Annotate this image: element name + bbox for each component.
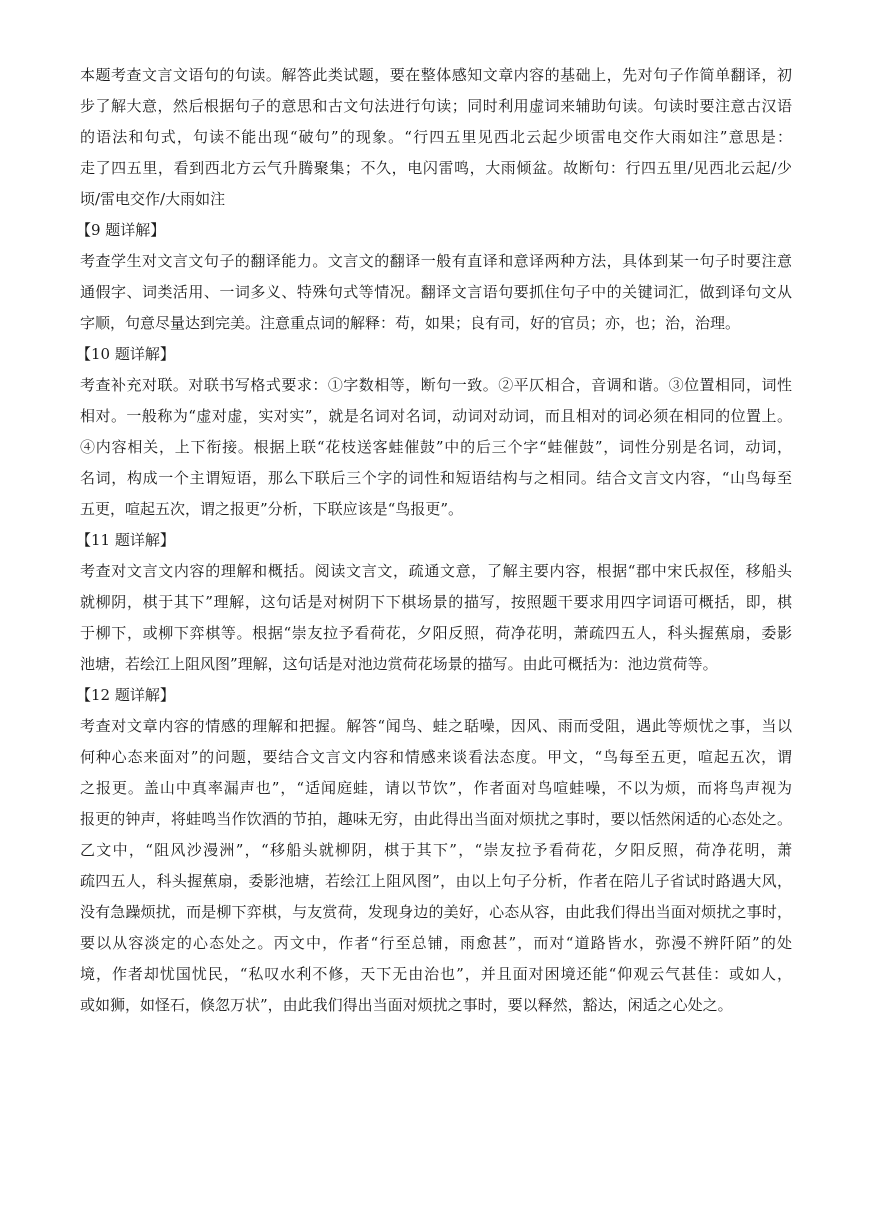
paragraph-line: 考查对文言文内容的理解和概括。阅读文言文，疏通文意，了解主要内容，根据“郡中宋氏叔侄，移船头 — [80, 562, 792, 580]
paragraph-line: 就柳阴，棋于其下”理解，这句话是对树阴下下棋场景的描写，按照题干要求用四字词语可概括，即，棋 — [80, 593, 792, 611]
paragraph-line: 相对。一般称为“虚对虚，实对实”，就是名词对名词，动词对动词，而且相对的词必须在相同的位置上。 — [80, 407, 792, 425]
paragraph-line: 报更的钟声，将蛙鸣当作饮酒的节拍，趣味无穷，由此得出当面对烦扰之事时，要以恬然闲适的心态处之。 — [80, 810, 792, 828]
paragraph — [80, 711, 792, 1021]
paragraph-line: 于柳下，或柳下弈棋等。根据“崇友拉予看荷花，夕阳反照，荷净花明，萧疏四五人，科头握蕉扇，委影 — [80, 624, 792, 642]
paragraph-line: 没有急躁烦扰，而是柳下弈棋，与友赏荷，发现身边的美好，心态从容，由此我们得出当面对烦扰之事时， — [80, 903, 792, 921]
paragraph-line: 考查对文章内容的情感的理解和把握。解答“闻鸟、蛙之聒噪，因风、雨而受阻，遇此等烦忧之事，当以 — [80, 717, 792, 735]
paragraph-line: 要以从容淡定的心态处之。丙文中，作者“行至总铺，雨愈甚”，而对“道路皆水，弥漫不辨阡陌”的处 — [80, 934, 792, 952]
paragraph — [80, 60, 792, 215]
paragraph-line: 顷/雷电交作/大雨如注 — [80, 190, 226, 208]
paragraph-line: 五更，喧起五次，谓之报更”分析，下联应该是“鸟报更”。 — [80, 500, 464, 518]
section-heading: 【10 题详解】 — [76, 345, 175, 363]
paragraph-line: 通假字、词类活用、一词多义、特殊句式等情况。翻译文言语句要抓住句子中的关键词汇，做到译句文从 — [80, 283, 792, 301]
section-heading: 【9 题详解】 — [76, 221, 166, 239]
paragraph — [80, 246, 792, 339]
paragraph-line: 步了解大意，然后根据句子的意思和古文句法进行句读；同时利用虚词来辅助句读。句读时要注意古汉语 — [80, 97, 792, 115]
paragraph-line: 乙文中，“阻风沙漫洲”，“移船头就柳阴，棋于其下”，“崇友拉予看荷花，夕阳反照，荷净花明，萧 — [80, 841, 792, 859]
paragraph-line: 本题考查文言文语句的句读。解答此类试题，要在整体感知文章内容的基础上，先对句子作简单翻译，初 — [80, 66, 792, 84]
paragraph-line: 池塘，若绘江上阻风图”理解，这句话是对池边赏荷花场景的描写。由此可概括为：池边赏荷等。 — [80, 655, 718, 673]
paragraph-line: 或如狮，如怪石，倏忽万状”，由此我们得出当面对烦扰之事时，要以释然，豁达，闲适之心处之。 — [80, 996, 733, 1014]
section-heading: 【12 题详解】 — [76, 686, 175, 704]
paragraph-line: ④内容相关，上下衔接。根据上联“花枝送客蛙催鼓”中的后三个字“蛙催鼓”，词性分别是名词，动词， — [80, 438, 792, 456]
paragraph-line: 考查补充对联。对联书写格式要求：①字数相等，断句一致。②平仄相合，音调和谐。③位置相同，词性 — [80, 376, 792, 394]
paragraph-line: 何种心态来面对”的问题，要结合文言文内容和情感来谈看法态度。甲文，“鸟每至五更，喧起五次，谓 — [80, 748, 792, 766]
section-heading: 【11 题详解】 — [76, 531, 175, 549]
paragraph-line: 疏四五人，科头握蕉扇，委影池塘，若绘江上阻风图”，由以上句子分析，作者在陪儿子省试时路遇大风， — [80, 872, 792, 890]
paragraph-line: 之报更。盖山中真率漏声也”，“适闻庭蛙，请以节饮”，作者面对鸟喧蛙噪，不以为烦，而将鸟声视为 — [80, 779, 792, 797]
paragraph — [80, 556, 792, 680]
paragraph-line: 字顺，句意尽量达到完美。注意重点词的解释：苟，如果；良有司，好的官员；亦，也；治，治理。 — [80, 314, 741, 332]
paragraph — [80, 370, 792, 525]
paragraph-line: 境，作者却忧国忧民，“私叹水利不修，天下无由治也”，并且面对困境还能“仰观云气甚佳：或如人， — [80, 965, 792, 983]
paragraph-line: 考查学生对文言文句子的翻译能力。文言文的翻译一般有直译和意译两种方法，具体到某一句子时要注意 — [80, 252, 792, 270]
paragraph-line: 的语法和句式，句读不能出现“破句”的现象。“行四五里见西北云起少顷雷电交作大雨如注”意思是： — [80, 128, 792, 146]
paragraph-line: 走了四五里，看到西北方云气升腾聚集；不久，电闪雷鸣，大雨倾盆。故断句：行四五里/见西北云起/少 — [80, 159, 792, 177]
paragraph-line: 名词，构成一个主谓短语，那么下联后三个字的词性和短语结构与之相同。结合文言文内容，“山鸟每至 — [80, 469, 792, 487]
document-body — [76, 60, 792, 1021]
